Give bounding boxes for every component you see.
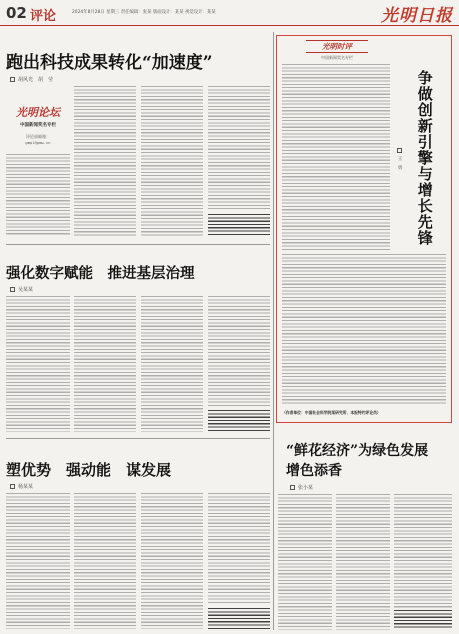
commentary-tag-title: 光明时评 — [306, 40, 368, 53]
article-adv-col-2 — [74, 493, 136, 629]
divider-line — [6, 438, 270, 439]
article-adv-col-1 — [6, 493, 70, 629]
headline-flower-economy-1: “鲜花经济”为绿色发展 — [286, 443, 429, 459]
byline-innovation: 王 勇 — [396, 148, 402, 170]
forum-logo-email: gmpl@gmw.cn — [25, 140, 51, 145]
byline-digital-governance: 吴某某 — [10, 286, 33, 293]
forum-logo-title: 光明论坛 — [16, 106, 60, 119]
article-digital-col-2 — [74, 296, 136, 432]
article-innovation-top — [282, 64, 390, 250]
commentary-tag-subtitle: 中国新闻奖名专栏 — [321, 55, 353, 60]
article-digital-col-1 — [6, 296, 70, 432]
article-flower-highlight — [394, 610, 452, 629]
article-tech-col-1 — [74, 86, 136, 236]
divider-line — [6, 244, 270, 245]
article-tech-col-1b — [6, 154, 70, 236]
commentary-tag — [306, 40, 368, 60]
paper-logo: 光明日报 — [381, 6, 453, 26]
article-digital-col-3 — [141, 296, 203, 432]
article-adv-highlight — [208, 608, 270, 629]
section-name: 评论 — [30, 9, 57, 24]
byline-tech-transfer: 胡风光 胡 莹 — [10, 76, 53, 83]
author-marker-icon — [397, 148, 402, 153]
article-digital-highlight — [208, 410, 270, 432]
byline-flower-economy: 张小某 — [290, 484, 313, 491]
article-innovation-body — [282, 254, 446, 406]
page-number: 02 — [6, 4, 27, 22]
headline-digital-governance: 强化数字赋能 推进基层治理 — [6, 265, 195, 282]
headline-tech-transfer: 跑出科技成果转化“加速度” — [6, 53, 213, 73]
article-tech-highlight — [208, 214, 270, 236]
edition-meta: 2024年8月28日 星期三 责任编辑：张某 版面设计：某某 视觉设计：某某 — [72, 10, 216, 15]
article-flower-col-2 — [336, 494, 390, 630]
author-marker-icon — [10, 287, 15, 292]
article-flower-col-1 — [278, 494, 332, 630]
headline-innovation: 争做创新引擎与增长先锋 — [415, 70, 434, 246]
author-marker-icon — [10, 484, 15, 489]
article-adv-col-4 — [208, 493, 270, 605]
article-digital-col-4 — [208, 296, 270, 408]
author-marker-icon — [290, 485, 295, 490]
headline-advantages: 塑优势 强动能 谋发展 — [6, 461, 172, 479]
forum-logo — [6, 104, 70, 150]
article-adv-col-3 — [141, 493, 203, 629]
byline-advantages: 杨某某 — [10, 483, 33, 490]
article-tech-col-2 — [141, 86, 203, 236]
author-marker-icon — [10, 77, 15, 82]
masthead — [0, 0, 459, 26]
forum-logo-contact: 评论部邮箱： — [26, 134, 50, 139]
headline-flower-economy-2: 增色添香 — [286, 463, 342, 479]
article-tech-col-3 — [208, 86, 270, 211]
article-flower-col-3 — [394, 494, 452, 608]
column-divider — [273, 32, 274, 630]
forum-logo-subtitle: 中国新闻奖名专栏 — [20, 123, 56, 128]
author-note: （作者单位：中国社会科学院某研究所、本报特约评论员） — [282, 410, 381, 415]
